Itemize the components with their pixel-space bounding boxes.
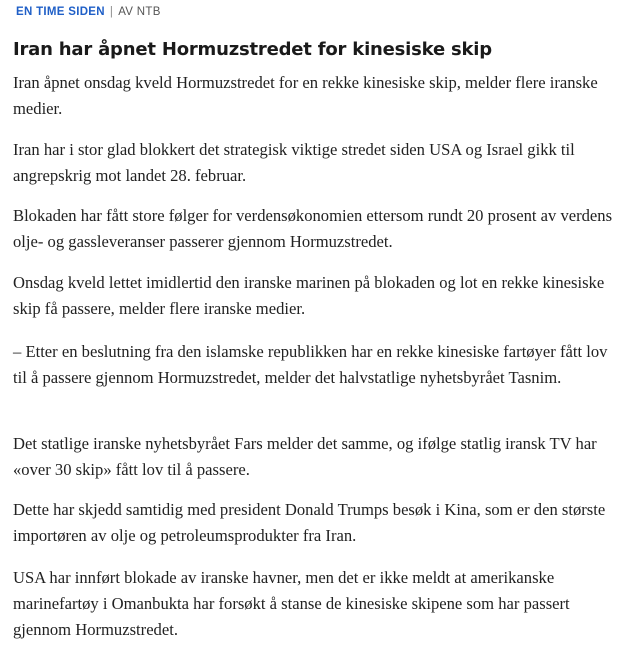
paragraph-2: Iran har i stor glad blokkert det strategisk viktige stredet siden USA og Israel gikk til angrepskrig mot landet 28. februar. (13, 140, 575, 185)
paragraph-5: – Etter en beslutning fra den islamske republikken har en rekke kinesiske fartøyer fått lov til å passere gjennom Hormuzstredet, melder det halvstatlige nyhetsbyrået Tasnim. (13, 342, 608, 387)
paragraph-3: Blokaden har fått store følger for verdensøkonomien ettersom rundt 20 prosent av verdens olje- og gassleveranser passerer gjennom Hormuzstredet. (13, 206, 613, 251)
paragraph-7: Dette har skjedd samtidig med president Donald Trumps besøk i Kina, som er den største importøren av olje og petroleumsprodukter fra Iran. (13, 500, 606, 545)
paragraph-6: Det statlige iranske nyhetsbyrået Fars melder det samme, og ifølge statlig iransk TV har «over 30 skip» fått lov til å passere. (13, 434, 597, 479)
paragraph-1: Iran åpnet onsdag kveld Hormuzstredet for en rekke kinesiske skip, melder flere iranske medier. (13, 73, 598, 118)
paragraph-4: Onsdag kveld lettet imidlertid den iranske marinen på blokaden og lot en rekke kinesiske skip få passere, melder flere iranske medier. (13, 273, 605, 318)
paragraph-8: USA har innført blokade av iranske havner, men det er ikke meldt at amerikanske marinefartøy i Omanbukta har forsøkt å stanse de kinesiske skipene som har passert gjennom Hormuzstredet. (13, 568, 570, 639)
published-time-label: EN TIME SIDEN (16, 6, 105, 18)
meta-separator: | (109, 6, 114, 18)
article-meta (16, 6, 161, 18)
byline: AV NTB (118, 6, 161, 18)
article-headline: Iran har åpnet Hormuzstredet for kinesiske skip (13, 39, 492, 60)
